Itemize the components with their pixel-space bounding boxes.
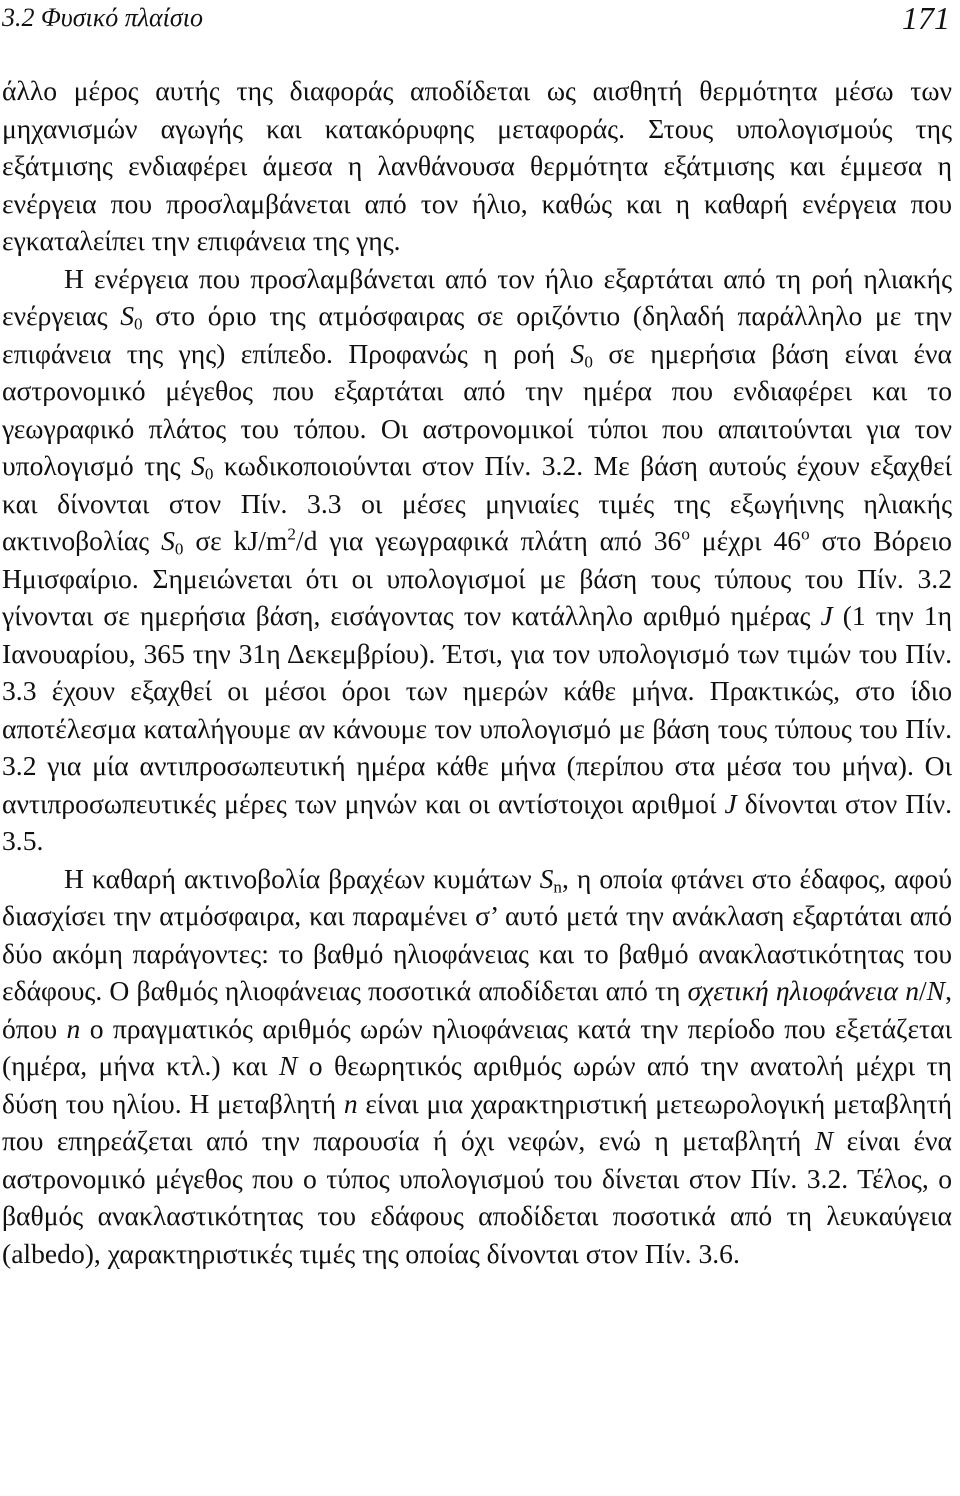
degree-superscript: ο bbox=[801, 524, 810, 544]
paragraph-2 bbox=[2, 260, 952, 860]
term-slash: / bbox=[919, 975, 927, 1006]
p2-text-8: στο Βόρειο Ημισφαίριο. Σημειώνεται ότι οι υπολογισμοί με βάση τους τύπους του Πίν. 3.2 γίνονται σε ημερήσια βάση, εισάγοντας τον κατάλληλο αριθμό ημέρας bbox=[2, 525, 952, 631]
p2-text-3: σε ημερήσια βάση είναι ένα αστρονομικό μέγεθος που εξαρτάται από την ημέρα που ενδιαφέρει και το γεωγραφικό πλάτος του τόπου. Οι αστρονομικοί τύποι που απαιτούνται για τον υπολογισμό της bbox=[2, 337, 952, 481]
symbol-s0-subscript: 0 bbox=[134, 314, 143, 334]
superscript-2: 2 bbox=[287, 524, 296, 544]
symbol-n-upper: N bbox=[814, 1125, 834, 1156]
p2-text-10: δίνονται στον Πίν. 3.5. bbox=[2, 787, 952, 856]
p2-text-1: Η ενέργεια που προσλαμβάνεται από τον ήλιο εξαρτάται από τη ροή ηλιακής ενέργειας bbox=[2, 262, 952, 331]
symbol-s0: S bbox=[161, 525, 175, 556]
body-text bbox=[2, 72, 952, 1272]
p3-text-2: , η οποία φτάνει στο έδαφος, αφού διασχίσει την ατμόσφαιρα, και παραμένει σ’ αυτό μετά την ανάκλαση εξαρτάται από δύο ακόμη παράγοντες: το βαθμό ηλιοφάνειας και το βαθμό ανακλαστικότητας του εδάφους. Ο βαθμός ηλιοφάνειας ποσοτικά αποδίδεται από τη bbox=[2, 862, 953, 1006]
symbol-sn: S bbox=[539, 862, 554, 894]
p3-text-4: ο πραγματικός αριθμός ωρών ηλιοφάνειας κατά την περίοδο που εξετάζεται (ημέρα, μήνα κτλ.) και bbox=[2, 1012, 953, 1081]
term-relative-sunshine: σχετική ηλιοφάνεια n bbox=[687, 975, 919, 1006]
symbol-s0-subscript: 0 bbox=[204, 464, 214, 484]
symbol-s0: S bbox=[191, 450, 205, 481]
p3-text-7: είναι ένα αστρονομικό μέγεθος που ο τύπος υπολογισμού του δίνεται στον Πίν. 3.2. Τέλος, ο βαθμός ανακλαστικότητας του εδάφους αποδίδεται ποσοτικά από τη λευκαύγεια (albedo), χαρακτηριστικές τιμές της οποίας δίνονται στον Πίν. 3.6. bbox=[2, 1125, 952, 1269]
symbol-s0: S bbox=[570, 337, 585, 369]
running-header bbox=[2, 0, 952, 40]
section-title: 3.2 Φυσικό πλαίσιο bbox=[2, 3, 203, 32]
p2-text-5: σε kJ/m bbox=[183, 525, 288, 556]
paragraph-1 bbox=[2, 72, 952, 260]
symbol-j: J bbox=[724, 787, 737, 819]
paragraph-3 bbox=[2, 860, 952, 1273]
page-number: 171 bbox=[902, 0, 950, 36]
p2-text-9: (1 την 1η Ιανουαρίου, 365 την 31η Δεκεμβρίου). Έτσι, για τον υπολογισμό των τιμών του Πίν. 3.3 έχουν εξαχθεί οι μέσοι όροι των ημερών κάθε μήνα. Πρακτικώς, στο ίδιο αποτέλεσμα καταλήγουμε αν κάνουμε τον υπολογισμό με βάση τους τύπους του Πίν. 3.2 για μία αντιπροσωπευτική ημέρα κάθε μήνα (περίπου στα μέσα του μήνα). Οι αντιπροσωπευτικές μέρες των μηνών και οι αντίστοιχοι αριθμοί bbox=[2, 600, 952, 819]
symbol-s0-subscript: 0 bbox=[174, 539, 184, 559]
symbol-j: J bbox=[820, 600, 833, 631]
symbol-s0-subscript: 0 bbox=[584, 351, 593, 371]
symbol-s0: S bbox=[120, 300, 135, 331]
symbol-n-upper: N bbox=[926, 975, 946, 1006]
p3-text-1: Η καθαρή ακτινοβολία βραχέων κυμάτων bbox=[64, 862, 540, 894]
p2-text-4: κωδικοποιούνται στον Πίν. 3.2. Με βάση αυτούς έχουν εξαχθεί και δίνονται στον Πίν. 3.3 οι μέσες μηνιαίες τιμές της εξωγήινης ηλιακής ακτινοβολίας bbox=[2, 450, 952, 556]
p2-text-7: μέχρι 46 bbox=[689, 525, 802, 556]
symbol-n-lower: n bbox=[343, 1087, 358, 1119]
paragraph-1-text: άλλο μέρος αυτής της διαφοράς αποδίδεται ως αισθητή θερμότητα μέσω των μηχανισμών αγωγής και κατακόρυφης μεταφοράς. Στους υπολογισμούς της εξάτμισης ενδιαφέρει άμεσα η λανθάνουσα θερμότητα εξάτμισης και έμμεσα η ενέργεια που προσλαμβάνεται από τον ήλιο, καθώς και η καθαρή ενέργεια που εγκαταλείπει την επιφάνεια της γης. bbox=[2, 75, 952, 256]
symbol-n-lower: n bbox=[66, 1012, 81, 1044]
degree-superscript: ο bbox=[681, 524, 690, 544]
p2-text-2: στο όριο της ατμόσφαιρας σε οριζόντιο (δηλαδή παράλληλο με την επιφάνεια της γης) επίπεδο. Προφανώς η ροή bbox=[2, 300, 953, 369]
symbol-n-upper: N bbox=[278, 1050, 298, 1081]
p3-text-5: ο θεωρητικός αριθμός ωρών από την ανατολή μέχρι τη δύση του ηλίου. Η μεταβλητή bbox=[2, 1050, 952, 1119]
symbol-sn-subscript: n bbox=[553, 876, 562, 896]
p3-text-3: , όπου bbox=[2, 975, 952, 1044]
p2-text-6: /d για γεωγραφικά πλάτη από 36 bbox=[295, 525, 682, 556]
p3-text-6: είναι μια χαρακτηριστική μετεωρολογική μεταβλητή που επηρεάζεται από την παρουσία ή όχι νεφών, ενώ η μεταβλητή bbox=[2, 1087, 952, 1156]
